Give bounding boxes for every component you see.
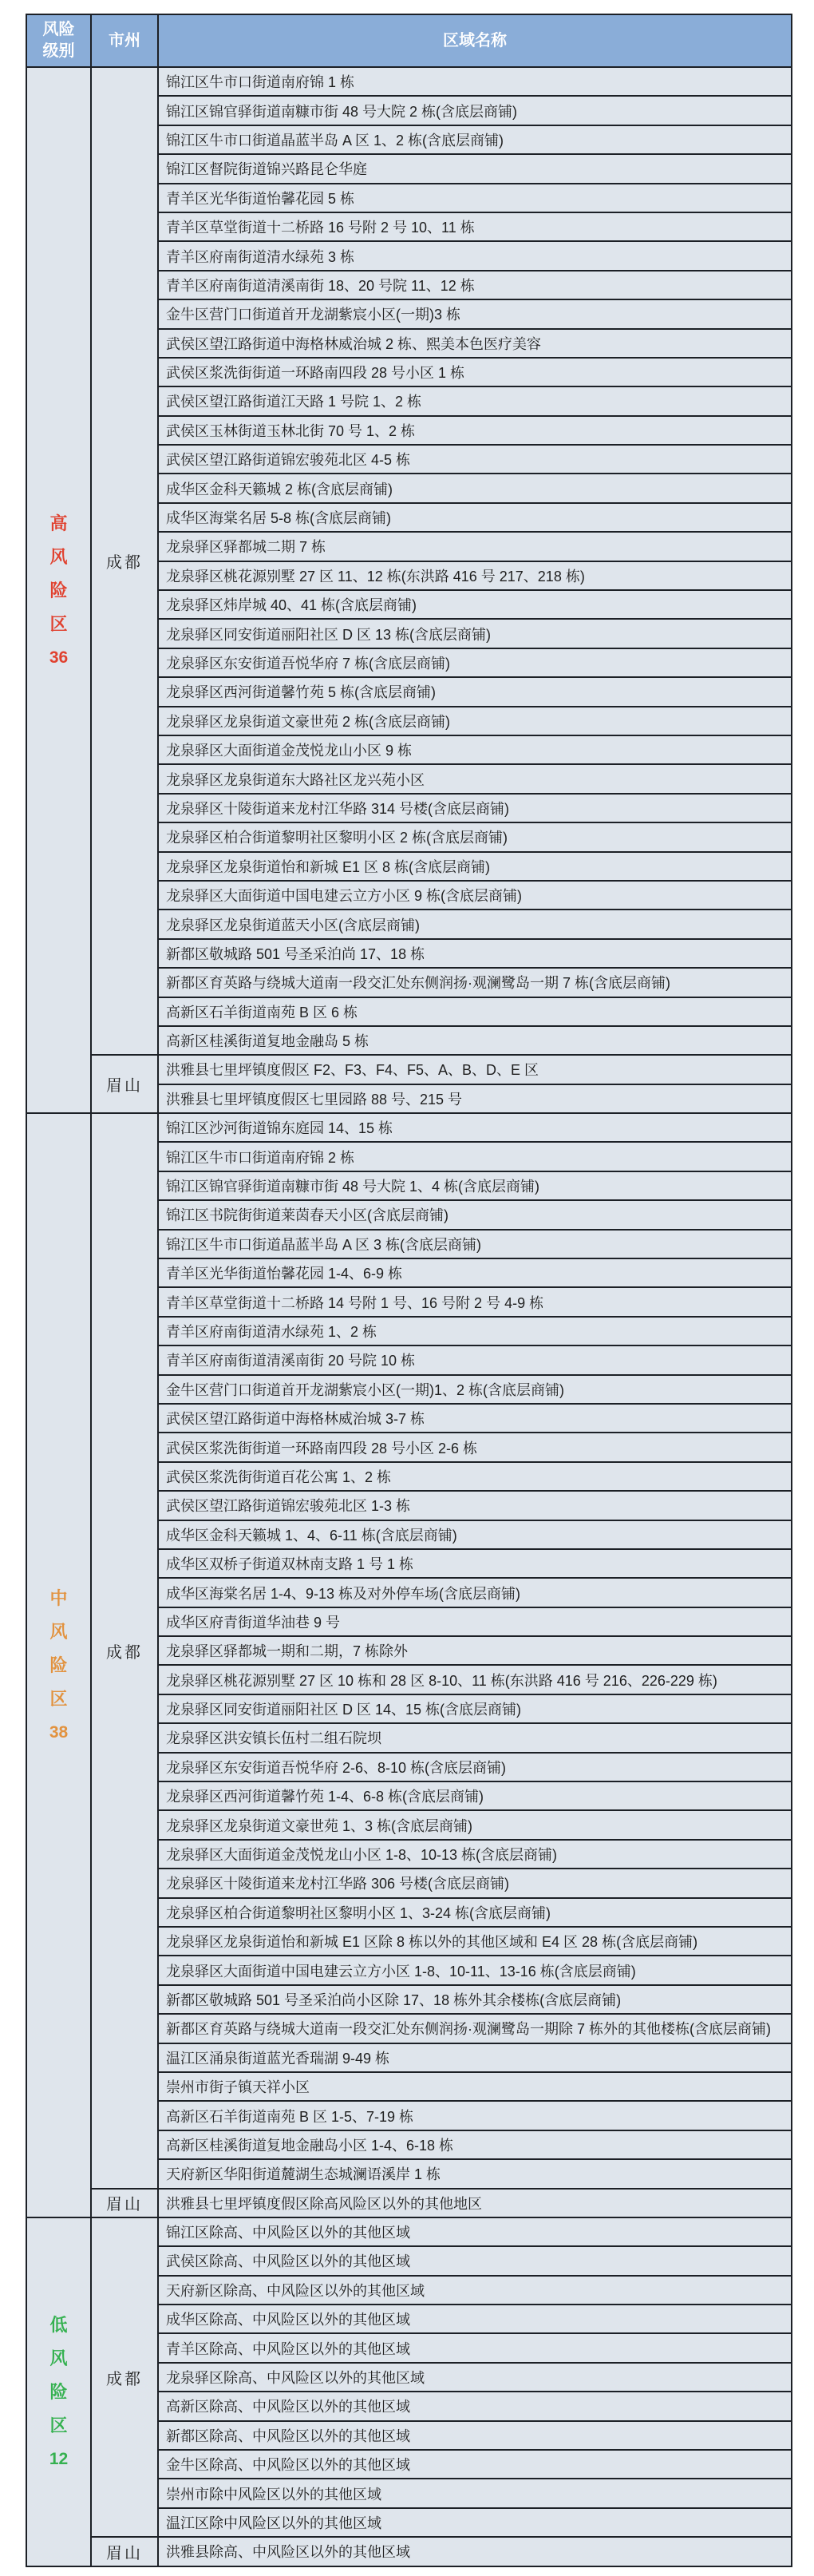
area-row: 青羊区草堂街道十二桥路 16 号附 2 号 10、11 栋 (159, 213, 791, 240)
city-group-眉山 (92, 1056, 791, 1112)
risk-level-char: 险 (49, 2381, 68, 2402)
area-row: 锦江区牛市口街道晶蓝半岛 A 区 3 栋(含底层商铺) (159, 1231, 791, 1258)
area-row: 武侯区浆洗街街道一环路南四段 28 号小区 2-6 栋 (159, 1433, 791, 1460)
risk-level-char: 中 (49, 1587, 68, 1608)
area-row: 天府新区华阳街道麓湖生态城澜语溪岸 1 栋 (159, 2160, 791, 2187)
area-rows (159, 2538, 791, 2565)
area-row: 龙泉驿区炜岸城 40、41 栋(含底层商铺) (159, 591, 791, 618)
area-row: 崇州市街子镇天祥小区 (159, 2073, 791, 2100)
area-row: 龙泉驿区西河街道馨竹苑 1-4、6-8 栋(含底层商铺) (159, 1782, 791, 1809)
risk-level-count: 12 (49, 2449, 69, 2468)
risk-level-char: 险 (49, 1655, 68, 1675)
area-row: 青羊区除高、中风险区以外的其他区域 (159, 2334, 791, 2361)
area-row: 龙泉驿区十陵街道来龙村江华路 314 号楼(含底层商铺) (159, 795, 791, 822)
area-row: 锦江区牛市口街道晶蓝半岛 A 区 1、2 栋(含底层商铺) (159, 126, 791, 153)
area-row: 龙泉驿区柏合街道黎明社区黎明小区 2 栋(含底层商铺) (159, 823, 791, 850)
area-row: 青羊区府南街道清水绿苑 3 栋 (159, 242, 791, 269)
area-row: 武侯区浆洗街街道一环路南四段 28 号小区 1 栋 (159, 359, 791, 386)
risk-level-char: 风 (49, 2348, 68, 2368)
area-row: 武侯区玉林街道玉林北街 70 号 1、2 栋 (159, 417, 791, 444)
area-row: 锦江区牛市口街道南府锦 1 栋 (159, 68, 791, 95)
area-row: 龙泉驿区同安街道丽阳社区 D 区 13 栋(含底层商铺) (159, 620, 791, 647)
area-row: 青羊区光华街道怡馨花园 1-4、6-9 栋 (159, 1259, 791, 1286)
city-groups (92, 68, 791, 1112)
risk-level-char: 区 (49, 613, 68, 634)
header-cell-risk-level: 风险级别 (27, 15, 90, 66)
area-row: 武侯区望江路街道中海格林威治城 3-7 栋 (159, 1405, 791, 1432)
city-groups (92, 1114, 791, 2217)
city-cell: 眉山 (92, 2190, 157, 2217)
risk-level-label-high (27, 68, 90, 1112)
area-row: 龙泉驿区西河街道馨竹苑 5 栋(含底层商铺) (159, 678, 791, 705)
area-row: 温江区除中风险区以外的其他区域 (159, 2509, 791, 2536)
city-group-成都 (92, 1114, 791, 2187)
area-row: 龙泉驿区龙泉街道文豪世苑 1、3 栋(含底层商铺) (159, 1811, 791, 1838)
area-row: 金牛区营门口街道首开龙湖紫宸小区(一期)3 栋 (159, 300, 791, 327)
area-row: 锦江区锦官驿街道南糠市街 48 号大院 1、4 栋(含底层商铺) (159, 1172, 791, 1199)
area-row: 崇州市除中风险区以外的其他区域 (159, 2479, 791, 2507)
risk-level-char: 风 (49, 546, 68, 567)
area-row: 青羊区府南街道清水绿苑 1、2 栋 (159, 1318, 791, 1345)
area-row: 龙泉驿区同安街道丽阳社区 D 区 14、15 栋(含底层商铺) (159, 1695, 791, 1722)
area-row: 温江区涌泉街道蓝光香瑞湖 9-49 栋 (159, 2044, 791, 2071)
area-row: 成华区金科天籁城 2 栋(含底层商铺) (159, 474, 791, 501)
area-row: 新都区育英路与绕城大道南一段交汇处东侧润扬·观澜鹭岛一期 7 栋(含底层商铺) (159, 969, 791, 996)
area-row: 青羊区府南街道清溪南街 20 号院 10 栋 (159, 1346, 791, 1373)
risk-level-label-low (27, 2218, 90, 2566)
area-row: 龙泉驿区大面街道金茂悦龙山小区 1-8、10-13 栋(含底层商铺) (159, 1841, 791, 1868)
risk-section-medium (27, 1114, 791, 2217)
city-cell: 成都 (92, 2218, 157, 2536)
city-groups (92, 2218, 791, 2566)
area-row: 锦江区除高、中风险区以外的其他区域 (159, 2218, 791, 2245)
area-row: 洪雅县七里坪镇度假区七里园路 88 号、215 号 (159, 1085, 791, 1112)
area-row: 龙泉驿区驿都城一期和二期，7 栋除外 (159, 1637, 791, 1664)
area-row: 青羊区府南街道清溪南街 18、20 号院 11、12 栋 (159, 271, 791, 299)
area-row: 武侯区除高、中风险区以外的其他区域 (159, 2247, 791, 2274)
risk-level-count: 38 (49, 1722, 69, 1742)
risk-level-char: 高 (49, 513, 68, 533)
risk-level-char: 险 (49, 580, 68, 600)
area-row: 龙泉驿区洪安镇长伍村二组石院坝 (159, 1724, 791, 1751)
area-rows (159, 1114, 791, 2187)
area-row: 龙泉驿区柏合街道黎明社区黎明小区 1、3-24 栋(含底层商铺) (159, 1899, 791, 1926)
risk-level-char: 风 (49, 1621, 68, 1642)
area-row: 龙泉驿区龙泉街道文豪世苑 2 栋(含底层商铺) (159, 707, 791, 735)
area-row: 龙泉驿区东安街道吾悦华府 7 栋(含底层商铺) (159, 649, 791, 676)
risk-level-char: 区 (49, 2415, 68, 2435)
area-row: 成华区府青街道华油巷 9 号 (159, 1608, 791, 1635)
area-row: 天府新区除高、中风险区以外的其他区域 (159, 2277, 791, 2304)
area-row: 锦江区牛市口街道南府锦 2 栋 (159, 1143, 791, 1170)
area-row: 新都区育英路与绕城大道南一段交汇处东侧润扬·观澜鹭岛一期除 7 栋外的其他楼栋(含底层商铺) (159, 2015, 791, 2042)
city-cell: 成都 (92, 68, 157, 1054)
area-row: 成华区除高、中风险区以外的其他区域 (159, 2305, 791, 2332)
area-row: 龙泉驿区除高、中风险区以外的其他区域 (159, 2364, 791, 2391)
city-group-眉山 (92, 2538, 791, 2565)
area-row: 龙泉驿区驿都城二期 7 栋 (159, 533, 791, 560)
area-row: 龙泉驿区大面街道中国电建云立方小区 9 栋(含底层商铺) (159, 882, 791, 909)
area-row: 高新区石羊街道南苑 B 区 6 栋 (159, 998, 791, 1025)
area-row: 高新区桂溪街道复地金融岛 5 栋 (159, 1027, 791, 1054)
area-row: 锦江区督院街道锦兴路昆仑华庭 (159, 155, 791, 182)
table-body (27, 68, 791, 2566)
area-row: 龙泉驿区十陵街道来龙村江华路 306 号楼(含底层商铺) (159, 1869, 791, 1896)
area-row: 龙泉驿区龙泉街道东大路社区龙兴苑小区 (159, 765, 791, 792)
area-row: 成华区双桥子街道双林南支路 1 号 1 栋 (159, 1550, 791, 1577)
area-row: 武侯区浆洗街街道百花公寓 1、2 栋 (159, 1463, 791, 1490)
area-row: 高新区除高、中风险区以外的其他区域 (159, 2392, 791, 2419)
table-header-row (27, 15, 791, 66)
area-row: 高新区桂溪街道复地金融岛小区 1-4、6-18 栋 (159, 2131, 791, 2158)
area-rows (159, 1056, 791, 1112)
header-cell-city: 市州 (92, 15, 157, 66)
area-row: 高新区石羊街道南苑 B 区 1-5、7-19 栋 (159, 2102, 791, 2129)
city-group-成都 (92, 68, 791, 1054)
city-group-眉山 (92, 2190, 791, 2217)
area-row: 龙泉驿区大面街道金茂悦龙山小区 9 栋 (159, 736, 791, 763)
area-row: 武侯区望江路街道锦宏骏苑北区 4-5 栋 (159, 446, 791, 473)
area-row: 武侯区望江路街道江天路 1 号院 1、2 栋 (159, 387, 791, 414)
area-row: 龙泉驿区龙泉街道怡和新城 E1 区除 8 栋以外的其他区域和 E4 区 28 栋(含底层商铺) (159, 1928, 791, 1955)
area-row: 龙泉驿区大面街道中国电建云立方小区 1-8、10-11、13-16 栋(含底层商铺) (159, 1956, 791, 1984)
city-group-成都 (92, 2218, 791, 2536)
city-cell: 眉山 (92, 1056, 157, 1112)
area-row: 锦江区书院街街道莱茵春天小区(含底层商铺) (159, 1201, 791, 1228)
area-row: 龙泉驿区东安街道吾悦华府 2-6、8-10 栋(含底层商铺) (159, 1754, 791, 1781)
area-row: 金牛区营门口街道首开龙湖紫宸小区(一期)1、2 栋(含底层商铺) (159, 1376, 791, 1403)
area-row: 锦江区沙河街道锦东庭园 14、15 栋 (159, 1114, 791, 1141)
area-row: 龙泉驿区龙泉街道蓝天小区(含底层商铺) (159, 910, 791, 937)
area-row: 金牛区除高、中风险区以外的其他区域 (159, 2451, 791, 2478)
area-row: 龙泉驿区桃花源别墅 27 区 10 栋和 28 区 8-10、11 栋(东洪路 416 号 216、226-229 栋) (159, 1666, 791, 1693)
risk-level-char: 低 (49, 2314, 68, 2335)
area-row: 新都区除高、中风险区以外的其他区域 (159, 2422, 791, 2449)
area-row: 青羊区草堂街道十二桥路 14 号附 1 号、16 号附 2 号 4-9 栋 (159, 1288, 791, 1315)
area-rows (159, 2218, 791, 2536)
area-row: 成华区海棠名居 5-8 栋(含底层商铺) (159, 504, 791, 531)
header-cell-area-name: 区域名称 (159, 15, 791, 66)
area-row: 武侯区望江路街道锦宏骏苑北区 1-3 栋 (159, 1492, 791, 1519)
area-row: 洪雅县七里坪镇度假区除高风险区以外的其他地区 (159, 2190, 791, 2217)
risk-level-count: 36 (49, 648, 69, 667)
area-row: 龙泉驿区龙泉街道怡和新城 E1 区 8 栋(含底层商铺) (159, 853, 791, 880)
risk-section-low (27, 2218, 791, 2566)
area-row: 新都区敬城路 501 号圣采泊尚 17、18 栋 (159, 940, 791, 967)
area-row: 新都区敬城路 501 号圣采泊尚小区除 17、18 栋外其余楼栋(含底层商铺) (159, 1986, 791, 2013)
risk-section-high (27, 68, 791, 1112)
area-row: 成华区金科天籁城 1、4、6-11 栋(含底层商铺) (159, 1521, 791, 1548)
area-rows (159, 2190, 791, 2217)
area-row: 龙泉驿区桃花源别墅 27 区 11、12 栋(东洪路 416 号 217、218 栋) (159, 562, 791, 589)
area-rows (159, 68, 791, 1054)
risk-level-char: 区 (49, 1688, 68, 1709)
risk-area-table (26, 14, 792, 2567)
area-row: 武侯区望江路街道中海格林威治城 2 栋、熙美本色医疗美容 (159, 330, 791, 357)
area-row: 成华区海棠名居 1-4、9-13 栋及对外停车场(含底层商铺) (159, 1579, 791, 1606)
area-row: 洪雅县七里坪镇度假区 F2、F3、F4、F5、A、B、D、E 区 (159, 1056, 791, 1083)
area-row: 洪雅县除高、中风险区以外的其他区域 (159, 2538, 791, 2565)
city-cell: 眉山 (92, 2538, 157, 2565)
area-row: 锦江区锦官驿街道南糠市街 48 号大院 2 栋(含底层商铺) (159, 97, 791, 124)
city-cell: 成都 (92, 1114, 157, 2187)
risk-level-label-medium (27, 1114, 90, 2217)
area-row: 青羊区光华街道怡馨花园 5 栋 (159, 184, 791, 212)
